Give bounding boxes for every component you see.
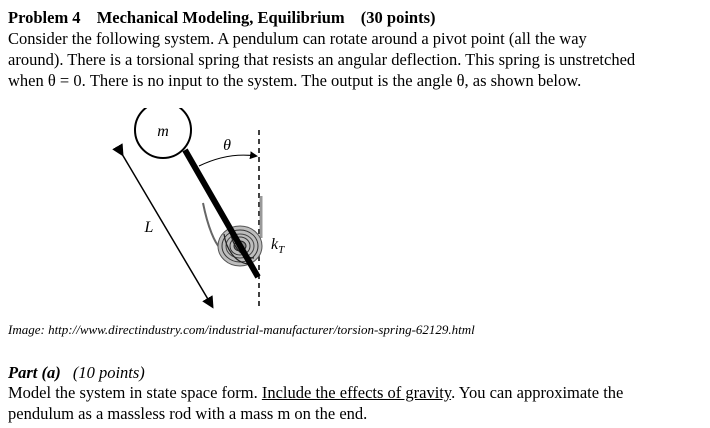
part-a-heading [8, 363, 145, 383]
description-line-3: when θ = 0. There is no input to the system. The output is the angle θ, as shown below. [8, 71, 582, 90]
part-a-line-1 [8, 382, 708, 403]
image-source-caption: Image: http://www.directindustry.com/industrial-manufacturer/torsion-spring-62129.html [8, 322, 475, 337]
part-a-points: (10 points) [72, 363, 145, 382]
problem-description [8, 28, 708, 91]
gravity-emphasis: Include the effects of gravity [261, 383, 452, 402]
length-label: L [144, 219, 154, 236]
angle-label: θ [223, 137, 231, 154]
problem-title: Mechanical Modeling, Equilibrium [96, 8, 345, 27]
pendulum-diagram [100, 108, 330, 318]
description-line-1: Consider the following system. A pendulum can rotate around a pivot point (all the way [8, 29, 587, 48]
angle-arc-arrow [199, 155, 256, 166]
spring-constant-label: $k_T$ [271, 236, 285, 256]
description-line-2: around). There is a torsional spring that resists an angular deflection. This spring is unstretched [8, 50, 636, 69]
pendulum-rod [185, 150, 258, 277]
problem-number: Problem 4 [8, 8, 81, 27]
problem-points: (30 points) [360, 8, 436, 27]
pendulum-figure [100, 108, 330, 318]
part-a-body [8, 382, 708, 424]
part-a-label: Part (a) [8, 363, 61, 382]
mass-label: m [157, 123, 169, 140]
part-a-line-1-start: Model the system in state space form. [8, 383, 262, 402]
part-a-line-2: pendulum as a massless rod with a mass m on the end. [8, 404, 368, 423]
problem-header [8, 8, 436, 28]
part-a-line-1-end: . You can approximate the [451, 383, 624, 402]
